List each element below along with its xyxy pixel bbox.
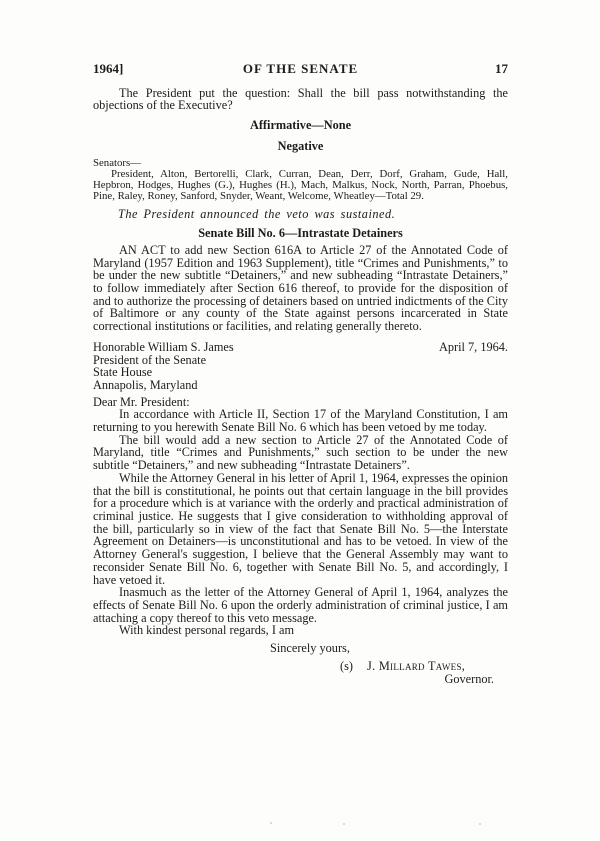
addressee-date-row: [93, 341, 508, 354]
bill-heading: Senate Bill No. 6—Intrastate Detainers: [198, 226, 403, 241]
scan-artifact-dot: [343, 823, 345, 825]
senators-list: President, Alton, Bertorelli, Clark, Curran, Dean, Derr, Dorf, Graham, Gude, Hall, Hepbron, Hodges, Hughes (G.), Hughes (H.), Mach, Malkus, Nock, North, Parran, Phoebus, Pine, Raley, Roney, Sanford, Snyder, Weant, Welcome, Wheatley—Total 29.: [93, 167, 508, 202]
letter-paragraph: In accordance with Article II, Section 17 of the Maryland Constitution, I am returning to you herewith Senate Bill No. 6 which has been vetoed by me today.: [93, 407, 508, 435]
affirmative-heading: Affirmative—None: [249, 118, 352, 133]
senators-block: [93, 158, 508, 202]
running-head: [93, 63, 508, 76]
signature-line: [340, 660, 508, 673]
valediction: Sincerely yours,: [270, 641, 350, 656]
bill-act-text: AN ACT to add new Section 616A to Article 27 of the Annotated Code of Maryland (1957 Edition and 1963 Supplement), title “Crimes and Punishments,” to be under the new subtitle “Detainers,” and new subheading “Intrastate Detainers,” to follow immediately after Section 616 thereof, to provide for the disposition of and to authorize the processing of detainers based on untried indictments of the City of Baltimore or any county of the State against persons incarcerated in State correctional institutions or facilities, and relating generally thereto.: [93, 242, 508, 334]
scan-artifact-dot: [270, 822, 272, 824]
signature-name: J. Millard Tawes,: [366, 658, 466, 673]
letter-date: April 7, 1964.: [439, 339, 508, 354]
letter-paragraph: While the Attorney General in his letter of April 1, 1964, expresses the opinion that the bill is constitutional, he points out that certain language in the bill provides for a procedure which is at variance with the orderly and practical administration of criminal justice. He suggests that I give consideration to withholding approval of the bill, particularly so in view of the fact that Senate Bill No. 5—the Interstate Agreement on Detainers—is unconstitutional and has to be vetoed. In view of the Attorney General's suggestion, I believe that the General Assembly may want to reconsider Senate Bill No. 6, together with Senate Bill No. 5, and accordingly, I have vetoed it.: [93, 470, 508, 587]
closing-line: With kindest personal regards, I am: [119, 623, 295, 638]
senators-label: Senators—: [93, 156, 141, 169]
addressee-title-line: President of the Senate: [93, 352, 207, 367]
page-heading: OF THE SENATE: [242, 61, 359, 76]
addressee-name: Honorable William S. James: [93, 339, 234, 354]
question-paragraph: The President put the question: Shall the bill pass notwithstanding the objections of the Executive?: [93, 85, 508, 113]
addressee-city-line: Annapolis, Maryland: [93, 377, 198, 392]
page-number: 17: [495, 61, 508, 76]
negative-heading: Negative: [277, 138, 324, 153]
letter-paragraph: The bill would add a new section to Article 27 of the Annotated Code of Maryland, title “Crimes and Punishments,” such section to be under the new subtitle “Detainers,” and new subheading “Intrastate Detainers”.: [93, 432, 508, 473]
addressee-building-line: State House: [93, 365, 153, 380]
letter-paragraph: Inasmuch as the letter of the Attorney General of April 1, 1964, analyzes the effects of Senate Bill No. 6 upon the orderly administration of criminal justice, I am attaching a copy thereof to this veto message.: [93, 585, 508, 625]
signature-title: Governor.: [444, 672, 494, 687]
veto-result-line: The President announced the veto was sustained.: [118, 206, 396, 221]
scan-artifact-dot: [479, 823, 481, 825]
salutation: Dear Mr. President:: [93, 394, 190, 409]
year-folio: 1964]: [93, 61, 124, 76]
signature-prefix: (s): [340, 658, 353, 673]
